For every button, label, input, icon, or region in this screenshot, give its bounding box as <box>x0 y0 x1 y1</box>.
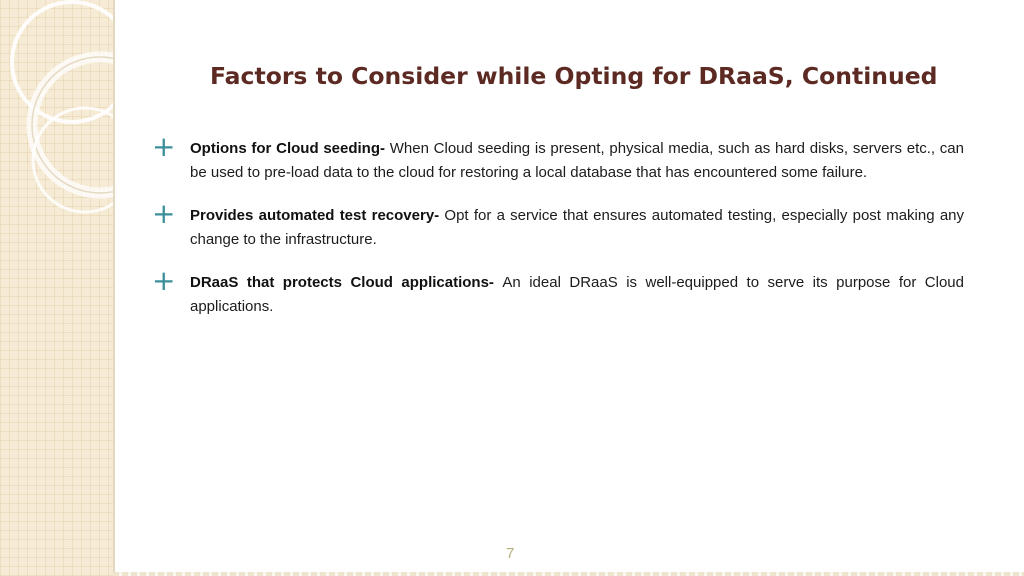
decorative-rings-graphic <box>0 0 113 576</box>
decorative-side-panel <box>0 0 115 576</box>
slide-title: Factors to Consider while Opting for DRaaS, Continued <box>210 62 938 90</box>
decorative-bottom-strip <box>113 572 1024 576</box>
bullet-item <box>150 264 964 319</box>
bullet-list <box>150 130 964 338</box>
page-number: 7 <box>506 545 515 562</box>
plus-icon: + <box>152 264 176 297</box>
bullet-item <box>150 197 964 252</box>
bullet-item <box>150 130 964 185</box>
plus-icon: + <box>152 130 176 163</box>
bullet-text: An ideal DRaaS is well-equipped to serve its purpose for Cloud applications. <box>190 274 964 315</box>
bullet-heading: Provides automated test recovery- <box>190 207 445 224</box>
bullet-text: When Cloud seeding is present, physical media, such as hard disks, servers etc., can be used to pre-load data to the cloud for restoring a local database that has encountered some failure. <box>190 140 964 181</box>
bullet-text: Opt for a service that ensures automated testing, especially post making any change to the infrastructure. <box>190 207 964 248</box>
bullet-heading: Options for Cloud seeding- <box>190 140 390 157</box>
plus-icon: + <box>152 197 176 230</box>
bullet-heading: DRaaS that protects Cloud applications- <box>190 274 503 291</box>
